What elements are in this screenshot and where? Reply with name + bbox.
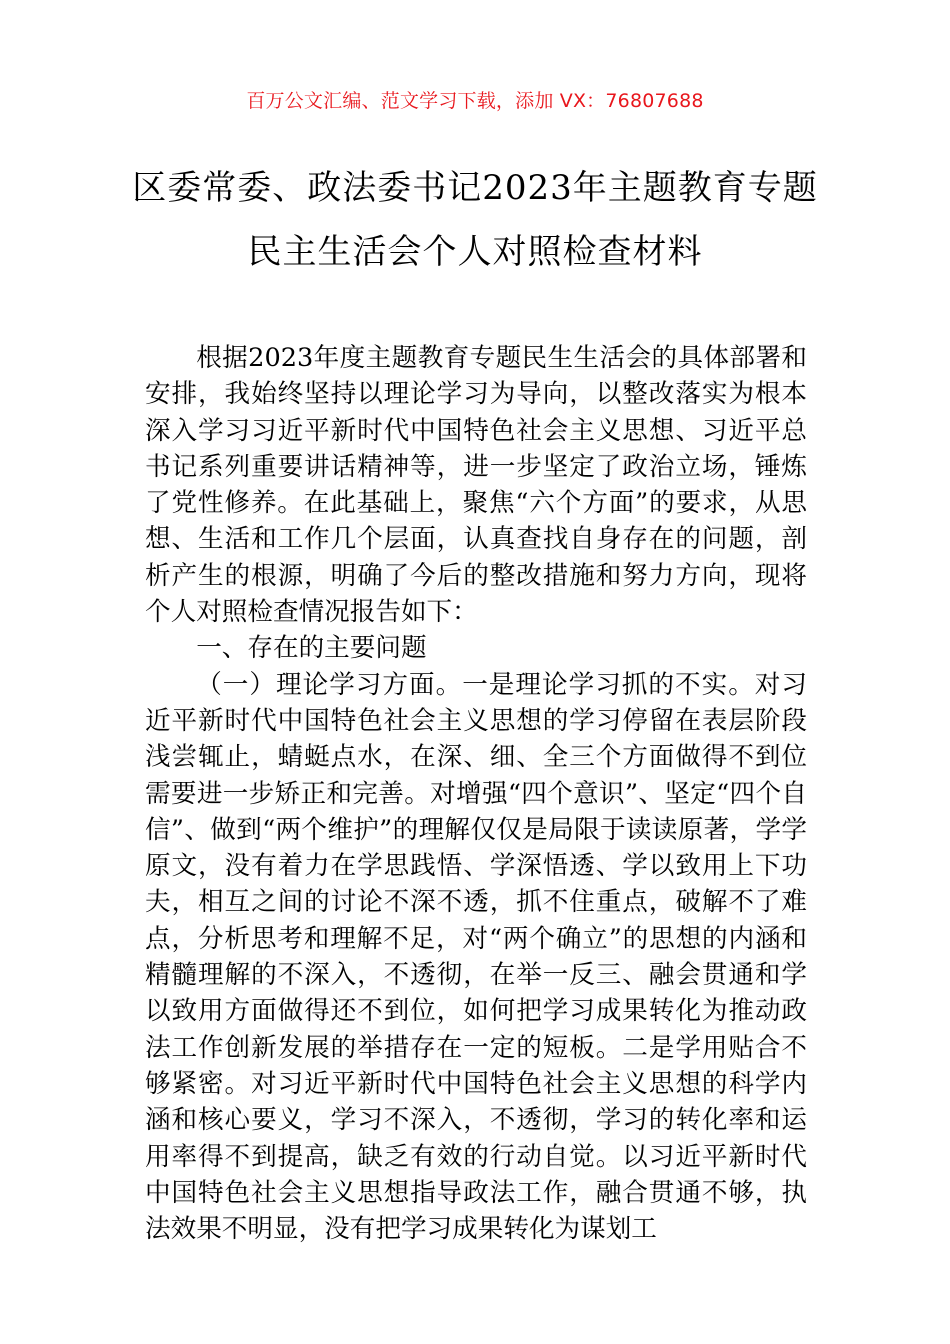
download-note-header: 百万公文汇编、范文学习下载，添加 VX：76807688 — [246, 90, 704, 112]
document-title: 区委常委、政法委书记2023年主题教育专题民主生活会个人对照检查材料 — [132, 168, 818, 272]
document-body — [145, 340, 807, 1247]
body-paragraph-theory-study: （一）理论学习方面。一是理论学习抓的不实。对习近平新时代中国特色社会主义思想的学习停留在表层阶段浅尝辄止，蜻蜓点水，在深、细、全三个方面做得不到位需要进一步矫正和完善。对增强“四个意识”、坚定“四个自信”、做到“两个维护”的理解仅仅是局限于读读原著，学学原文，没有着力在学思践悟、学深悟透、学以致用上下功夫，相互之间的讨论不深不透，抓不住重点，破解不了难点，分析思考和理解不足，对“两个确立”的思想的内涵和精髓理解的不深入，不透彻，在举一反三、融会贯通和学以致用方面做得还不到位，如何把学习成果转化为推动政法工作创新发展的举措存在一定的短板。二是学用贴合不够紧密。对习近平新时代中国特色社会主义思想的科学内涵和核心要义，学习不深入，不透彻，学习的转化率和运用率得不到提高，缺乏有效的行动自觉。以习近平新时代中国特色社会主义思想指导政法工作，融合贯通不够，执法效果不明显，没有把学习成果转化为谋划工 — [145, 669, 807, 1245]
body-paragraph-intro: 根据2023年度主题教育专题民生生活会的具体部署和安排，我始终坚持以理论学习为导向，以整改落实为根本深入学习习近平新时代中国特色社会主义思想、习近平总书记系列重要讲话精神等，进一步坚定了政治立场，锤炼了党性修养。在此基础上，聚焦“六个方面”的要求，从思想、生活和工作几个层面，认真查找自身存在的问题，剖析产生的根源，明确了今后的整改措施和努力方向，现将个人对照检查情况报告如下： — [145, 343, 807, 628]
section-heading-problems: 一、存在的主要问题 — [196, 633, 427, 664]
